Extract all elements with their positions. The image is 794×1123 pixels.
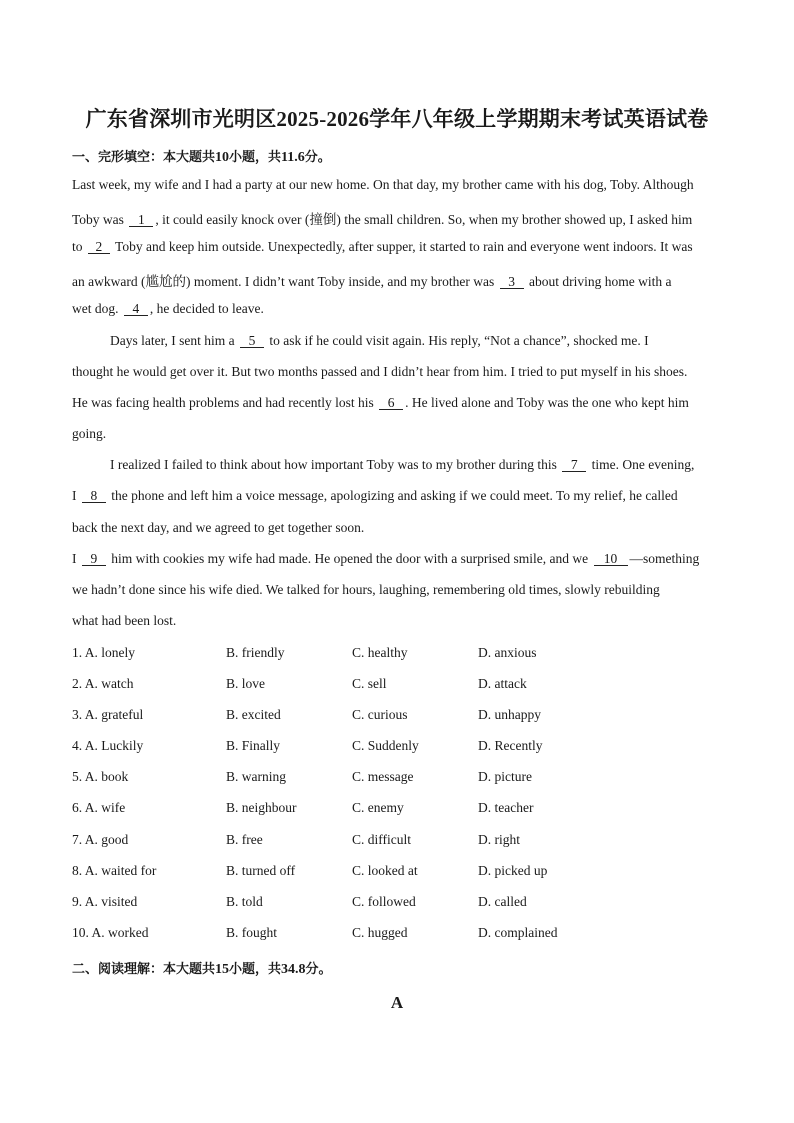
question-2-option-a: 2. A. watch xyxy=(72,676,134,691)
question-7-option-d: D. right xyxy=(478,832,520,847)
passage-line: I realized I failed to think about how important Toby was to my brother during this 7 time. One evening, xyxy=(110,457,695,472)
question-8-option-d: D. picked up xyxy=(478,863,548,878)
passage-line: Toby was 1 , it could easily knock over (撞倒) the small children. So, when my brother showed up, I asked him xyxy=(72,212,693,227)
blank-9: 9 xyxy=(82,552,106,566)
question-3-option-d: D. unhappy xyxy=(478,707,541,722)
passage-line: an awkward (尴尬的) moment. I didn’t want Toby inside, and my brother was 3 about driving home with a xyxy=(72,274,672,289)
passage-line: thought he would get over it. But two months passed and I didn’t hear from him. I tried to put myself in his shoes. xyxy=(72,364,688,379)
question-1-option-b: B. friendly xyxy=(226,645,285,660)
question-6-option-c: C. enemy xyxy=(352,800,404,815)
question-7-option-a: 7. A. good xyxy=(72,832,129,847)
question-3-option-c: C. curious xyxy=(352,707,408,722)
blank-1: 1 xyxy=(129,213,153,227)
passage-line: wet dog. 4 , he decided to leave. xyxy=(72,301,264,316)
question-6-option-b: B. neighbour xyxy=(226,800,297,815)
question-9-option-a: 9. A. visited xyxy=(72,894,138,909)
question-5-option-c: C. message xyxy=(352,769,414,784)
question-3-option-b: B. excited xyxy=(226,707,281,722)
question-10-option-a: 10. A. worked xyxy=(72,925,149,940)
question-4-option-c: C. Suddenly xyxy=(352,738,419,753)
question-9-option-d: D. called xyxy=(478,894,527,909)
passage-line: what had been lost. xyxy=(72,613,177,628)
passage-a-label: A xyxy=(390,993,404,1012)
question-4-option-b: B. Finally xyxy=(226,738,281,753)
question-10-option-b: B. fought xyxy=(226,925,278,940)
passage-line: Days later, I sent him a 5 to ask if he could visit again. His reply, “Not a chance”, shocked me. I xyxy=(110,333,649,348)
question-10-option-c: C. hugged xyxy=(352,925,408,940)
passage-line: to 2 Toby and keep him outside. Unexpectedly, after supper, it started to rain and everyone went indoors. It was xyxy=(72,239,693,254)
blank-3: 3 xyxy=(500,275,524,289)
question-5-option-a: 5. A. book xyxy=(72,769,129,784)
blank-7: 7 xyxy=(562,458,586,472)
passage-line: back the next day, and we agreed to get together soon. xyxy=(72,520,365,535)
blank-6: 6 xyxy=(379,396,403,410)
passage-line: I 9 him with cookies my wife had made. He opened the door with a surprised smile, and we 10 —something xyxy=(72,551,700,566)
question-1-option-d: D. anxious xyxy=(478,645,537,660)
passage-line: Last week, my wife and I had a party at our new home. On that day, my brother came with his dog, Toby. Although xyxy=(72,177,694,192)
passage-line: going. xyxy=(72,426,107,441)
question-4-option-d: D. Recently xyxy=(478,738,543,753)
question-6-option-d: D. teacher xyxy=(478,800,534,815)
section-1-heading: 一、完形填空：本大题共10小题，共11.6分。 xyxy=(72,150,331,165)
question-1-option-c: C. healthy xyxy=(352,645,408,660)
blank-10: 10 xyxy=(594,552,628,566)
question-6-option-a: 6. A. wife xyxy=(72,800,126,815)
page-title: 广东省深圳市光明区2025-2026学年八年级上学期期末考试英语试卷 xyxy=(85,107,709,131)
blank-8: 8 xyxy=(82,489,106,503)
section-2-heading: 二、阅读理解：本大题共15小题，共34.8分。 xyxy=(72,962,332,977)
question-8-option-c: C. looked at xyxy=(352,863,418,878)
question-8-option-b: B. turned off xyxy=(226,863,296,878)
passage-line: I 8 the phone and left him a voice message, apologizing and asking if we could meet. To my relief, he called xyxy=(72,488,678,503)
question-4-option-a: 4. A. Luckily xyxy=(72,738,144,753)
question-9-option-c: C. followed xyxy=(352,894,416,909)
question-5-option-d: D. picture xyxy=(478,769,532,784)
blank-2: 2 xyxy=(88,240,110,254)
passage-line: He was facing health problems and had recently lost his 6 . He lived alone and Toby was the one who kept him xyxy=(72,395,689,410)
question-10-option-d: D. complained xyxy=(478,925,558,940)
question-2-option-b: B. love xyxy=(226,676,265,691)
question-1-option-a: 1. A. lonely xyxy=(72,645,135,660)
passage-line: we hadn’t done since his wife died. We talked for hours, laughing, remembering old times, slowly rebuilding xyxy=(72,582,660,597)
question-8-option-a: 8. A. waited for xyxy=(72,863,157,878)
question-2-option-d: D. attack xyxy=(478,676,527,691)
blank-4: 4 xyxy=(124,302,148,316)
question-7-option-b: B. free xyxy=(226,832,263,847)
question-2-option-c: C. sell xyxy=(352,676,387,691)
question-3-option-a: 3. A. grateful xyxy=(72,707,144,722)
question-5-option-b: B. warning xyxy=(226,769,286,784)
question-7-option-c: C. difficult xyxy=(352,832,411,847)
question-9-option-b: B. told xyxy=(226,894,263,909)
blank-5: 5 xyxy=(240,334,264,348)
